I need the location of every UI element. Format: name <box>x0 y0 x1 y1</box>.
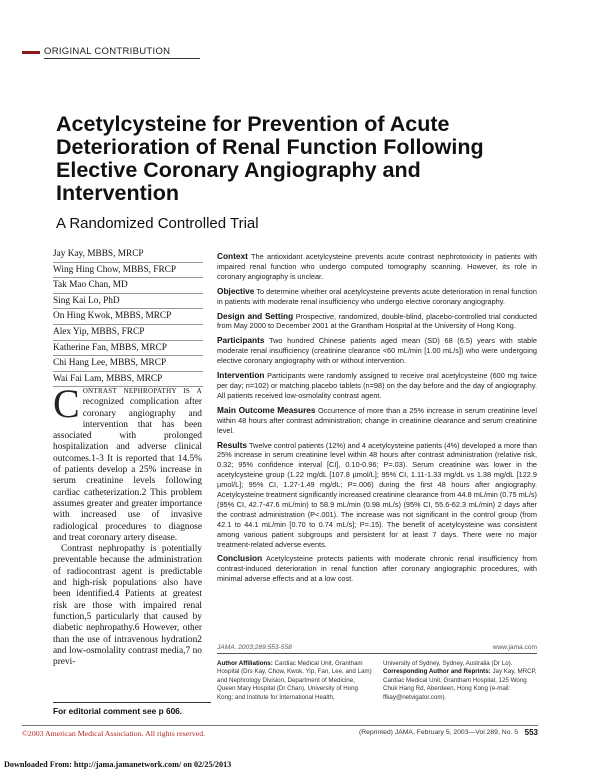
author-name: Tak Mao Chan, MD <box>53 278 203 294</box>
abstract-text: To determine whether oral acetylcysteine prevents acute deterioration in renal function in patients with moderate renal insufficiency who undergo elective coronary angiography. <box>217 286 537 306</box>
article-title: Acetylcysteine for Prevention of Acute Deterioration of Renal Function Following Elective Coronary Angiography and Intervention <box>56 112 484 205</box>
abstract-heading: Results <box>217 439 247 450</box>
author-name: Jay Kay, MBBS, MRCP <box>53 247 203 263</box>
affiliations-cont: University of Sydney, Sydney, Australia (Dr Lo). <box>383 660 513 667</box>
intro-paragraph-1 <box>53 381 202 544</box>
intro-smallcaps: ontrast nephropathy is a <box>82 386 202 396</box>
abstract-text: Twelve control patients (12%) and 4 acetylcysteine patients (4%) developed a more than 25% increase in serum creatinine level within 48 hours after contrast administration (relative risk, 0.32; 95% confidence interval [CI], 0.10-0.96; P=.03). Serum creatinine was lower in the acetylcysteine group (1.22 mg/dL [107.8 µmol/L]; 95% CI, 1.11-1.33 mg/dL vs 1.38 mg/dL [122.9 µmol/L]; 95% CI, 1.27-1.49 mg/dL; P=.006) during the first 48 hours after angiography. Acetylcysteine treatment significantly increased creatinine clearance from 44.8 mL/min (0.75 mL/s) (95% CI, 42.7-47.6 mL/min) to 58.9 mL/min (0.98 mL/s) (95% CI, 55.6-62.3 mL/min) 2 days after the contrast administration (P<.001). The increase was not significant in the control group (from 42.1 to 44.1 mL/min [0.70 to 0.74 mL/s]; P=.15). The benefit of acetylcysteine was consistent among various patient subgroups and persistent for at least 7 days. There were no major treatment-related adverse events. <box>217 440 538 549</box>
copyright-notice: ©2003 American Medical Association. All rights reserved. <box>22 729 206 738</box>
page-number: 553 <box>524 728 538 737</box>
section-label: ORIGINAL CONTRIBUTION <box>44 46 171 57</box>
abstract-design <box>217 312 537 332</box>
abstract-heading: Conclusion <box>217 553 263 564</box>
affiliations-text: Cardiac Medical Unit, Grantham Hospital (Drs Kay, Chow, Kwok, Yip, Fan, Lee, and Lam) and Nephrology Division, Department of Medicine, Queen Mary Hospital (Dr Chan), University of Hong Kong; and Institute for International Health, <box>217 660 372 701</box>
abstract-heading: Context <box>217 251 248 261</box>
abstract-heading: Design and Setting <box>217 310 294 321</box>
author-name: Katherine Fan, MBBS, MRCP <box>53 341 203 357</box>
journal-info: (Reprinted) JAMA, February 5, 2003—Vol 289, No. 5 <box>358 729 518 736</box>
download-line: Downloaded From: http://jama.jamanetwork.com/ on 02/25/2013 <box>4 760 232 769</box>
citation-line <box>217 644 537 654</box>
abstract-heading: Main Outcome Measures <box>217 404 316 415</box>
author-name: Sing Kai Lo, PhD <box>53 294 203 310</box>
abstract-heading: Participants <box>217 335 265 346</box>
abstract-context <box>217 252 537 282</box>
section-header <box>22 46 200 58</box>
abstract-objective <box>217 287 537 307</box>
author-name: Wing Hing Chow, MBBS, FRCP <box>53 263 203 279</box>
abstract-text: Occurrence of more than a 25% increase in serum creatinine level within 48 hours after contrast administration; change in creatinine clearance and serum creatinine level. <box>217 405 537 435</box>
abstract-results <box>217 441 537 550</box>
abstract-participants <box>217 336 537 366</box>
drop-cap: C <box>53 381 80 426</box>
abstract-outcome <box>217 406 537 436</box>
intro-paragraph-2: Contrast nephropathy is potentially preventable because the administration of radiocontrast agent is predictable and high-risk populations also have been identified.4 Patients at greatest risk are those with impaired renal function,5 particularly that caused by diabetic nephropathy.6 However, other than the use of intravenous hydration2 and low-osmolality contrast media,7 no previ- <box>53 544 202 668</box>
corresponding-author <box>383 660 538 702</box>
author-name: Alex Yip, MBBS, FRCP <box>53 325 203 341</box>
article-subtitle: A Randomized Controlled Trial <box>56 215 259 232</box>
author-list <box>53 247 203 387</box>
abstract-text: Participants were randomly assigned to receive oral acetylcysteine (600 mg twice per day; n=102) or matching placebo tablets (n=98) on the day before and the day of angiography. All patients received low-osmolality contrast agent. <box>217 371 537 400</box>
abstract-text: Prospective, randomized, double-blind, placebo-controlled trial conducted from May 2000 to December 2001 at the Grantham Hospital at the University of Hong Kong. <box>217 311 537 331</box>
section-rule <box>22 51 40 54</box>
affiliations-label: Author Affiliations: <box>217 660 273 667</box>
correspondence-text: Jay Kay, MRCP, Cardiac Medical Unit, Grantham Hospital, 125 Wong Chuk Hang Rd, Aberdeen, Hong Kong (e-mail: ffkay@netvigator.com). <box>383 668 537 701</box>
abstract-intervention <box>217 371 537 401</box>
author-affiliations <box>217 660 372 702</box>
citation: JAMA. 2003;289:553-558 <box>217 644 292 651</box>
editorial-note: For editorial comment see p 606. <box>53 702 211 716</box>
author-name: Wai Fai Lam, MBBS, MRCP <box>53 372 203 388</box>
abstract <box>217 252 537 589</box>
abstract-heading: Objective <box>217 285 255 296</box>
author-name: On Hing Kwok, MBBS, MRCP <box>53 309 203 325</box>
intro-text <box>53 381 202 668</box>
section-underline <box>44 58 200 59</box>
intro-p1-text: recognized complication after coronary angiography and intervention that has been associated with prolonged hospitalization and adverse clinical outcomes.1-3 It is reported that 14.5% of patients develop a 25% increase in serum creatinine levels following cardiac catheterization.2 This problem assumes greater and greater importance with increased use of invasive radiological procedures to diagnose and treat coronary artery disease. <box>53 397 202 543</box>
page-footer <box>22 725 538 738</box>
abstract-heading: Intervention <box>217 370 265 381</box>
abstract-text: Two hundred Chinese patients aged mean (SD) 68 (6.5) years with stable moderate renal insufficiency (creatinine clearance <60 mL/min [1.00 mL/s]) who were undergoing elective coronary angiography with or without intervention. <box>217 336 537 366</box>
abstract-text: Acetylcysteine protects patients with moderate chronic renal insufficiency from contrast-induced deterioration in renal function after coronary angiographic procedures, with minimal adverse effects and at a low cost. <box>217 554 537 584</box>
website-link[interactable]: www.jama.com <box>492 644 537 651</box>
abstract-text: The antioxidant acetylcysteine prevents acute contrast nephrotoxicity in patients with impaired renal function who undergo computed tomography scanning. However, its role in coronary angiography is unclear. <box>217 252 537 281</box>
correspondence-label: Corresponding Author and Reprints: <box>383 668 491 676</box>
author-name: Chi Hang Lee, MBBS, MRCP <box>53 356 203 372</box>
abstract-conclusion <box>217 554 537 584</box>
